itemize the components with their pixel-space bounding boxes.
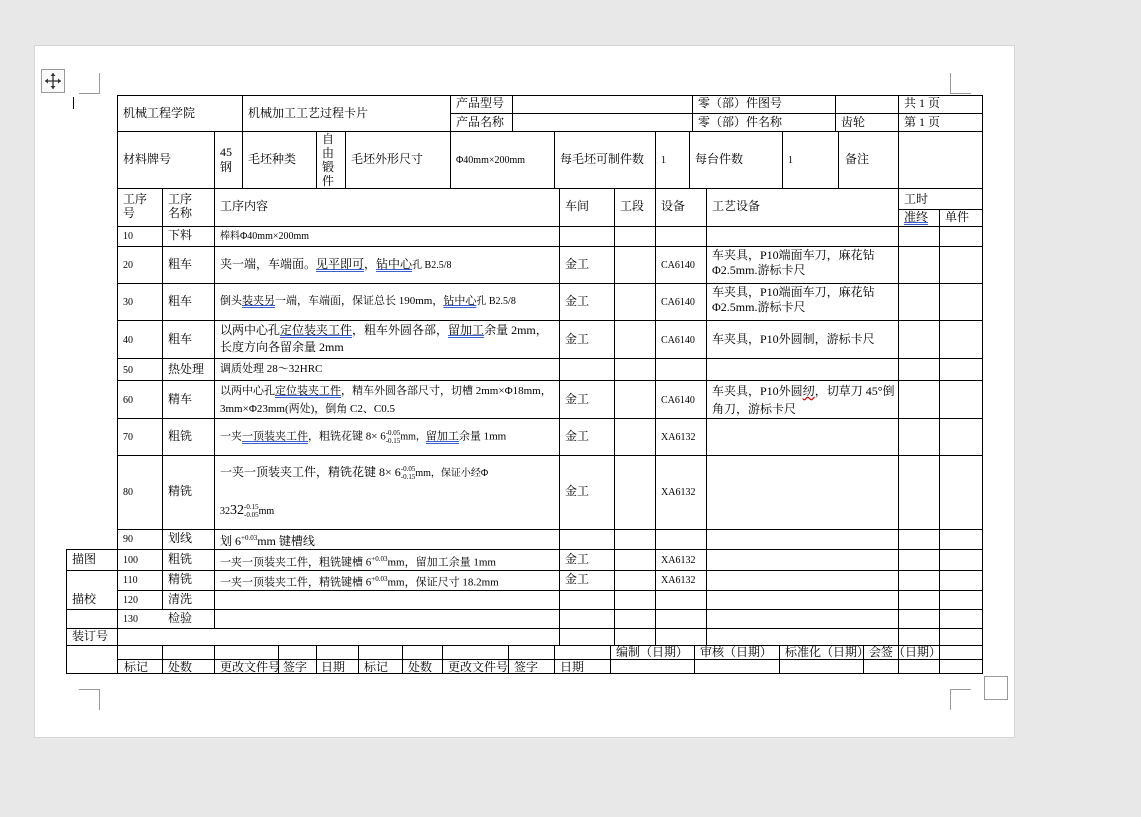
col-tooling: 工艺设备 xyxy=(712,199,761,213)
workshop: 金工 xyxy=(565,332,590,346)
card-title: 机械加工工艺过程卡片 xyxy=(248,106,369,120)
op-content: 一夹一顶装夹工件，精铣键槽 $6^{+0.03}mm$，保证尺寸 18.2mm xyxy=(220,575,499,589)
footer-count: 处数 xyxy=(168,660,193,674)
equipment: CA6140 xyxy=(661,260,695,271)
footer-date: 日期 xyxy=(321,660,346,674)
side-label-tracing: 描图 xyxy=(72,552,97,566)
page-number: 第 1 页 xyxy=(904,115,941,129)
col-section: 工段 xyxy=(620,199,645,213)
material-label: 材料牌号 xyxy=(123,152,172,166)
op-no: 80 xyxy=(123,487,133,498)
op-no: 50 xyxy=(123,365,133,376)
op-name: 热处理 xyxy=(168,362,205,376)
tooling: 车夹具，P10外圆制，游标卡尺 xyxy=(712,332,875,346)
tooling: 车夹具，P10端面车刀，麻花钻Φ2.5mm.游标卡尺 xyxy=(712,248,875,277)
equipment: CA6140 xyxy=(661,395,695,406)
op-name: 粗铣 xyxy=(168,429,193,443)
tooling: 车夹具，P10外圆纫，切草刀 45°倒角刀，游标卡尺 xyxy=(712,384,895,416)
op-content: 一夹一顶装夹工件，粗铣键槽 $6^{+0.03}mm$，留加工余量 1mm xyxy=(220,555,496,569)
footer-date: 日期 xyxy=(560,660,585,674)
op-no: 30 xyxy=(123,297,133,308)
workshop: 金工 xyxy=(565,257,590,271)
op-name: 清洗 xyxy=(168,592,193,606)
blank-size-label: 毛坯外形尺寸 xyxy=(351,152,424,166)
op-no: 60 xyxy=(123,395,133,406)
blank-size-value: Φ40mm×200mm xyxy=(456,155,526,166)
workshop: 金工 xyxy=(565,392,590,406)
blank-type-label: 毛坯种类 xyxy=(248,152,297,166)
total-pages: 共 1 页 xyxy=(904,96,941,110)
per-machine-value: 1 xyxy=(788,155,793,166)
product-model-label: 产品型号 xyxy=(456,96,505,110)
op-name: 精铣 xyxy=(168,572,193,586)
op-no: 20 xyxy=(123,260,133,271)
col-op-no: 工序号 xyxy=(123,192,148,220)
blank-type-value: 自由锻件 xyxy=(322,132,335,188)
op-name: 粗车 xyxy=(168,294,193,308)
op-name: 粗车 xyxy=(168,332,193,346)
op-no: 40 xyxy=(123,335,133,346)
parts-per-blank-label: 每毛坯可制件数 xyxy=(560,152,645,166)
op-content: 倒头装夹另一端，车端面，保证总长 190mm，钻中心孔 B2.5/8 xyxy=(220,295,516,307)
workshop: 金工 xyxy=(565,552,590,566)
op-content-line2: 3232-0.15 -0.05mm xyxy=(220,503,275,520)
op-content: 夹一端，车端面。见平即可，钻中心孔 B2.5/8 xyxy=(220,257,452,271)
footer-mark: 标记 xyxy=(124,660,149,674)
col-workshop: 车间 xyxy=(565,199,590,213)
remarks-label: 备注 xyxy=(845,152,870,166)
op-content: 棒料Φ40mm×200mm xyxy=(220,231,310,242)
equipment: XA6132 xyxy=(661,432,696,443)
op-name: 精车 xyxy=(168,392,193,406)
footer-standardization: 标准化（日期） xyxy=(785,645,870,659)
footer-compile: 编制（日期） xyxy=(616,645,689,659)
op-name: 划线 xyxy=(168,531,193,545)
col-op-content: 工序内容 xyxy=(220,199,269,213)
op-name: 检验 xyxy=(168,611,193,625)
op-name: 粗车 xyxy=(168,257,193,271)
equipment: XA6132 xyxy=(661,487,696,498)
op-content: 一夹一顶装夹工件，精铣花键 8× 6-0.05 -0.15mm，保证小经Φ xyxy=(220,465,489,482)
col-prep: 准终 xyxy=(904,210,929,224)
equipment: CA6140 xyxy=(661,297,695,308)
op-content: 调质处理 28～32HRC xyxy=(220,363,323,375)
op-content: 以两中心孔定位装夹工件，粗车外圆各部，留加工余量 2mm，长度方向各留余量 2mm xyxy=(220,323,548,354)
footer-sign-off: 会签（日期） xyxy=(869,645,942,659)
op-no: 110 xyxy=(123,575,138,586)
op-name: 下料 xyxy=(168,228,193,242)
footer-count: 处数 xyxy=(408,660,433,674)
footer-review: 审核（日期） xyxy=(700,645,773,659)
footer-signature: 签字 xyxy=(514,660,539,674)
equipment: XA6132 xyxy=(661,555,696,566)
op-no: 100 xyxy=(123,555,138,566)
footer-signature: 签字 xyxy=(283,660,308,674)
op-no: 10 xyxy=(123,231,133,242)
col-op-name: 工序名称 xyxy=(168,192,193,220)
op-content: 以两中心孔定位装夹工件，精车外圆各部尺寸，切槽 2mm×Φ18mm，3mm×Φ23mm(两处)，倒角 C2、C0.5 xyxy=(220,385,552,415)
footer-change-doc: 更改文件号 xyxy=(220,660,281,674)
op-content: 一夹一顶装夹工件，粗铣花键 8× 6-0.05 -0.15mm，留加工余量 1mm xyxy=(220,429,507,445)
op-no: 130 xyxy=(123,614,138,625)
workshop: 金工 xyxy=(565,484,590,498)
op-name: 精铣 xyxy=(168,484,193,498)
equipment: XA6132 xyxy=(661,575,696,586)
footer-mark: 标记 xyxy=(364,660,389,674)
op-no: 70 xyxy=(123,432,133,443)
side-label-binding-no: 装订号 xyxy=(72,629,109,643)
per-machine-label: 每台件数 xyxy=(695,152,744,166)
col-unit: 单件 xyxy=(945,210,970,224)
op-name: 粗铣 xyxy=(168,552,193,566)
parts-per-blank-value: 1 xyxy=(661,155,666,166)
footer-change-doc: 更改文件号 xyxy=(448,660,509,674)
op-content: 划 $6^{+0.03}mm$ 键槽线 xyxy=(220,534,315,548)
school-name: 机械工程学院 xyxy=(123,106,196,120)
workshop: 金工 xyxy=(565,572,590,586)
col-time: 工时 xyxy=(904,192,929,206)
part-name-label: 零（部）件名称 xyxy=(698,115,783,129)
op-no: 120 xyxy=(123,595,138,606)
tooling: 车夹具，P10端面车刀，麻花钻Φ2.5mm.游标卡尺 xyxy=(712,285,875,314)
material-value: 45钢 xyxy=(220,145,233,174)
op-no: 90 xyxy=(123,534,133,545)
col-equipment: 设备 xyxy=(661,199,686,213)
product-name-label: 产品名称 xyxy=(456,115,505,129)
equipment: CA6140 xyxy=(661,335,695,346)
side-label-check: 描校 xyxy=(72,592,97,606)
part-name-value: 齿轮 xyxy=(841,115,866,129)
workshop: 金工 xyxy=(565,294,590,308)
workshop: 金工 xyxy=(565,429,590,443)
part-drawing-label: 零（部）件图号 xyxy=(698,96,783,110)
